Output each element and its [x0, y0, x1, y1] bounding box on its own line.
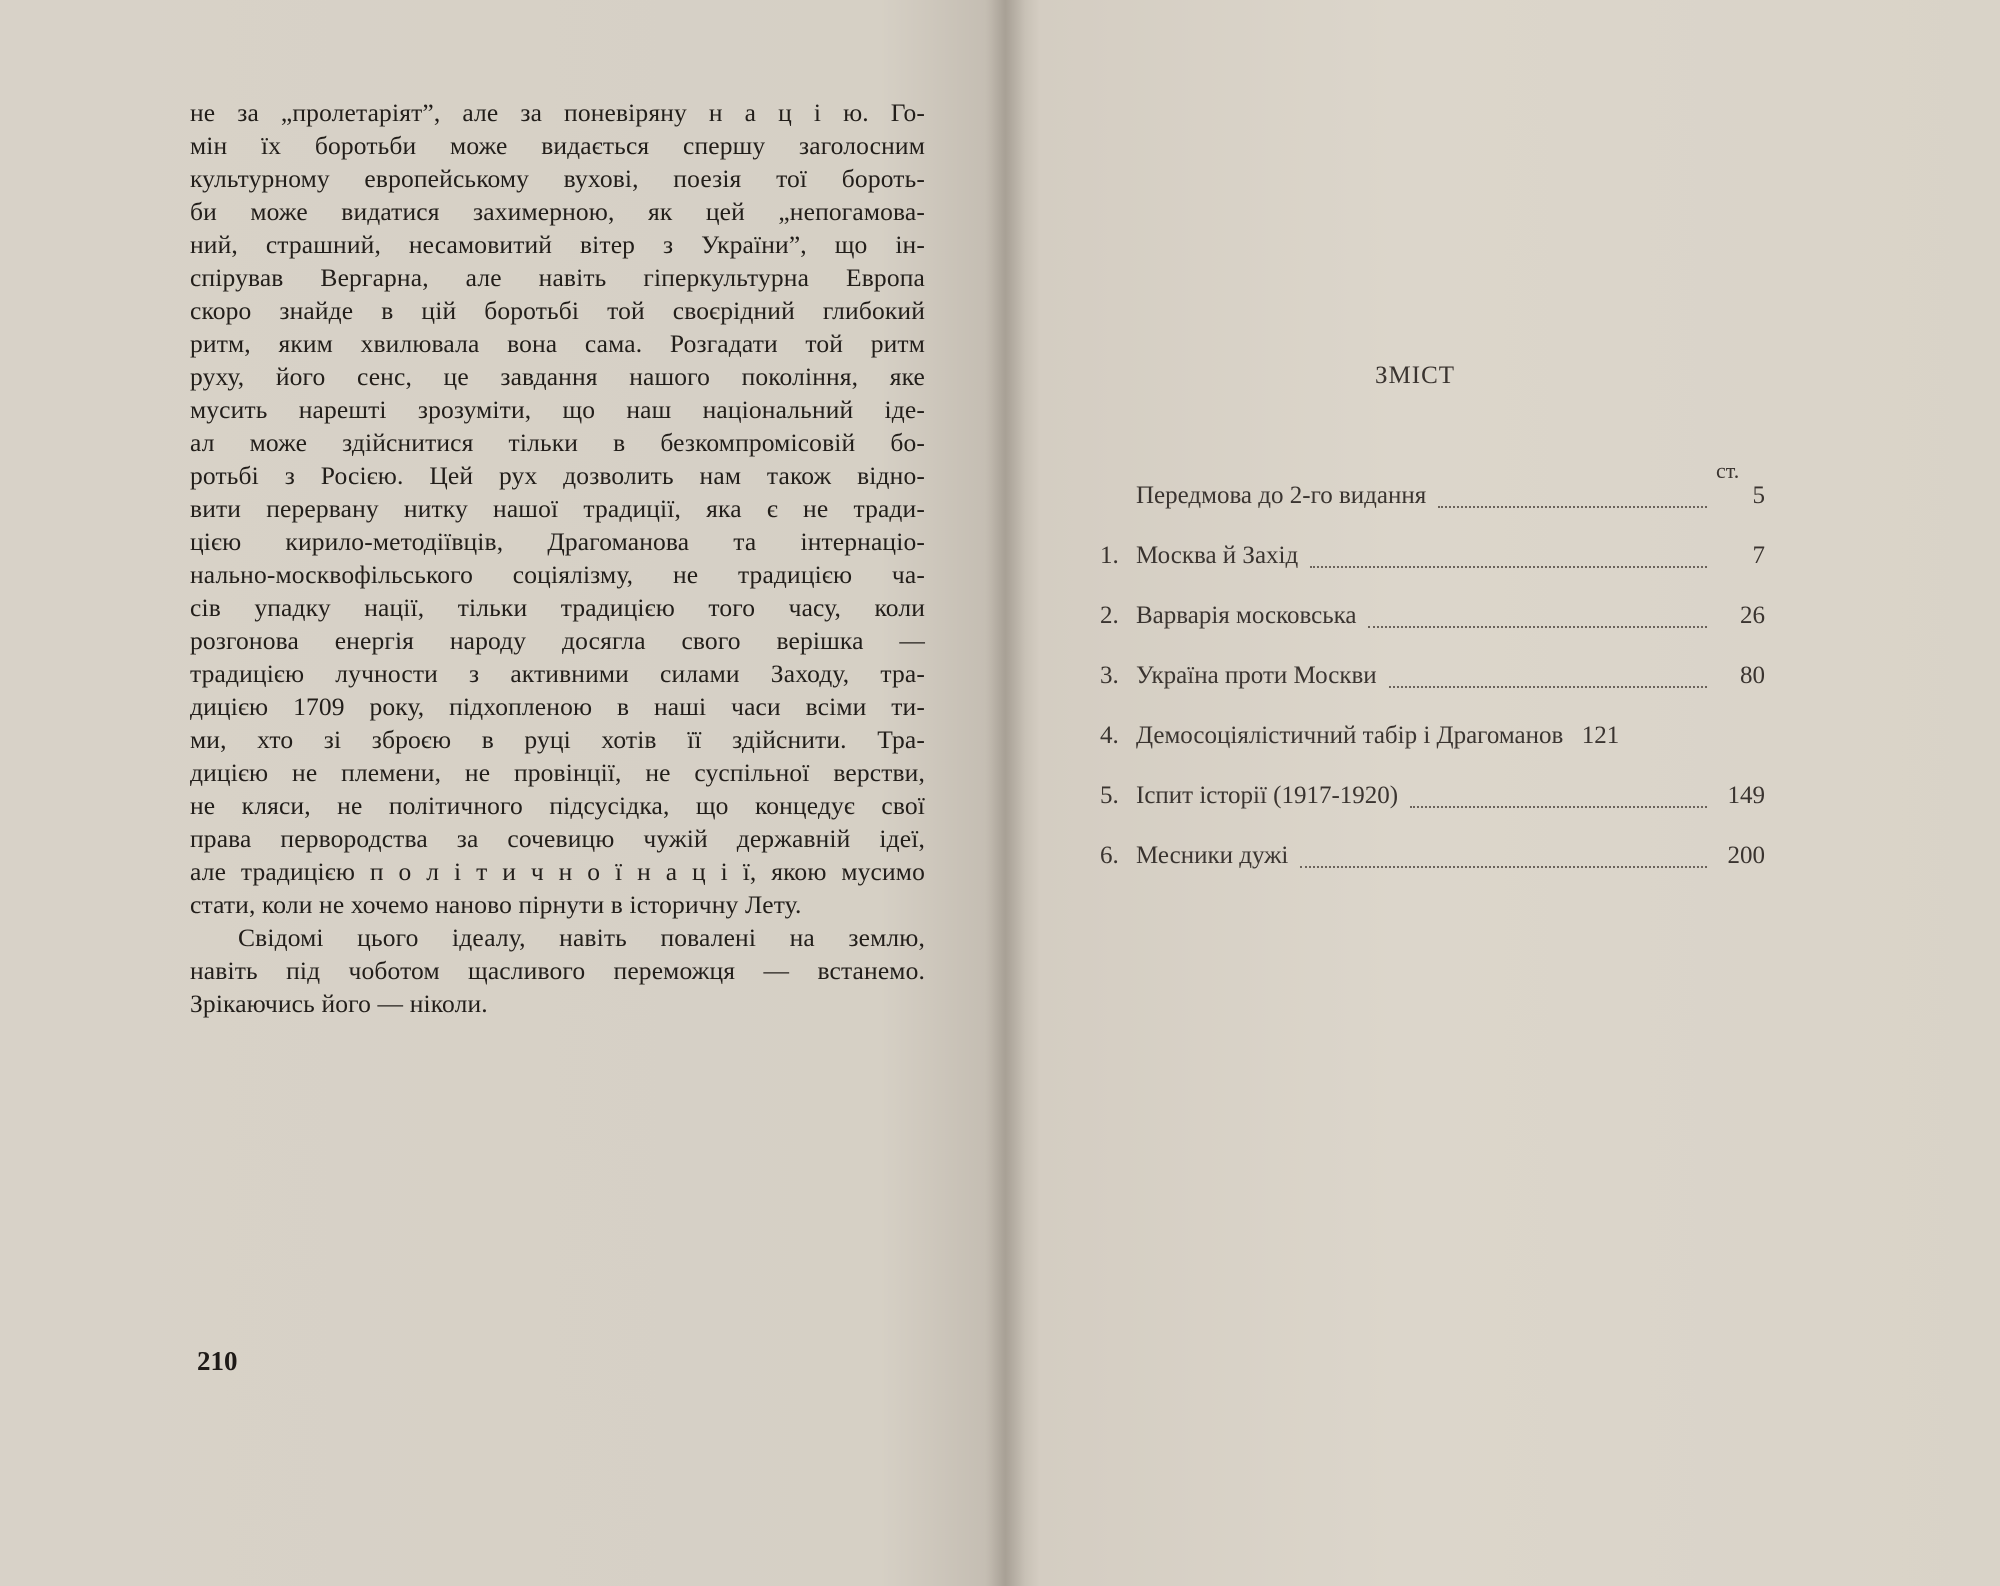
toc-entry-page: 7 [1752, 542, 1765, 569]
toc-entry-page: 26 [1740, 602, 1765, 629]
toc-entry-title: Месники дужі [1136, 842, 1289, 869]
toc-entry [1100, 782, 1765, 816]
text-line: ротьбі з Росією. Цей рух дозволить нам також відно- [190, 461, 925, 490]
text-line: мін їх боротьби може видається спершу заголосним [190, 131, 925, 160]
text-line: мусить нарешті зрозуміти, що наш національний іде- [190, 395, 925, 424]
text-line: ал може здійснитися тільки в безкомпромісовій бо- [190, 428, 925, 457]
text-line: ритм, яким хвилювала вона сама. Розгадати той ритм [190, 329, 925, 358]
text-line: дицією не племени, не провінції, не суспільної верстви, [190, 758, 925, 787]
toc-entry-page: 200 [1727, 842, 1765, 869]
toc-entry-number: 5. [1100, 782, 1119, 809]
body-text [190, 96, 925, 1020]
text-line: стати, коли не хочемо наново пірнути в історичну Лету. [190, 890, 802, 919]
text-line: не кляси, не політичного підсусідка, що концедує свої [190, 791, 925, 820]
toc-entry-number: 3. [1100, 662, 1119, 689]
text-line: цією кирило-методіївців, Драгоманова та інтернаціо- [190, 527, 925, 556]
text-line: розгонова енергія народу досягла свого верішка — [190, 626, 925, 655]
text-line: скоро знайде в цій боротьбі той своєрідний глибокий [190, 296, 925, 325]
toc-entry [1100, 662, 1765, 696]
text-line: культурному европейському вухові, поезія тої бороть- [190, 164, 925, 193]
toc-entry-page: 5 [1752, 482, 1765, 509]
toc-entry-number: 2. [1100, 602, 1119, 629]
toc-entry-number: 6. [1100, 842, 1119, 869]
toc-entry-number: 4. [1100, 722, 1119, 749]
toc-entry [1100, 842, 1765, 876]
text-line: вити перервану нитку нашої традиції, яка є не тради- [190, 494, 925, 523]
toc-entry-page: 121 [1581, 722, 1620, 749]
text-line: сів упадку нації, тільки традицією того часу, коли [190, 593, 925, 622]
text-line: руху, його сенс, це завдання нашого покоління, яке [190, 362, 925, 391]
text-line: права первородства за сочевицю чужій державній ідеї, [190, 824, 925, 853]
toc-leader-dots [1310, 565, 1707, 568]
toc-entry-title: Варварія московська [1136, 602, 1357, 629]
toc-leader-dots [1410, 805, 1707, 808]
text-line: би може видатися захимерною, як цей „непогамова- [190, 197, 925, 226]
toc-entry [1100, 602, 1765, 636]
toc-leader-dots [1389, 685, 1707, 688]
toc-entry [1100, 722, 1765, 756]
toc-entry [1100, 542, 1765, 576]
text-line: Свідомі цього ідеалу, навіть повалені на землю, [238, 923, 925, 952]
toc-entry-title: Демосоціялістичний табір і Драгоманов [1136, 722, 1564, 749]
text-line: Зрікаючись його — ніколи. [190, 989, 488, 1018]
text-line: традицією лучности з активними силами Заходу, тра- [190, 659, 925, 688]
text-line: спірував Вергарна, але навіть гіперкультурна Европа [190, 263, 925, 292]
text-line: ний, страшний, несамовитий вітер з України”, що ін- [190, 230, 925, 259]
text-line: навіть під чоботом щасливого переможця — встанемо. [190, 956, 925, 985]
left-page [0, 0, 995, 1586]
toc-entry-title: Передмова до 2-го видання [1136, 482, 1427, 509]
toc-leader-dots [1368, 625, 1707, 628]
text-line: не за „пролетаріят”, але за поневіряну н а ц і ю. Го- [190, 98, 925, 127]
toc-entry-number: 1. [1100, 542, 1119, 569]
text-line: але традицією п о л і т и ч н о ї н а ц і ї, якою мусимо [190, 857, 925, 886]
text-line: дицією 1709 року, підхопленою в наші часи всіми ти- [190, 692, 925, 721]
toc-leader-dots [1300, 865, 1707, 868]
toc-leader-dots [1438, 505, 1707, 508]
toc-entry-title: Москва й Захід [1136, 542, 1299, 569]
toc-entry-page: 149 [1727, 782, 1765, 809]
toc-entry-title: Іспит історії (1917-1920) [1136, 782, 1399, 809]
toc-title: ЗМІСТ [1375, 362, 1456, 389]
text-line: ми, хто зі зброєю в руці хотів її здійснити. Тра- [190, 725, 925, 754]
toc-entry-title: Україна проти Москви [1136, 662, 1377, 689]
page-number: 210 [197, 1346, 238, 1376]
toc-entry-page: 80 [1740, 662, 1765, 689]
toc-page-column-header: ст. [1716, 458, 1740, 483]
text-line: нально-москвофільського соціялізму, не традицією ча- [190, 560, 925, 589]
toc-entry [1100, 482, 1765, 516]
